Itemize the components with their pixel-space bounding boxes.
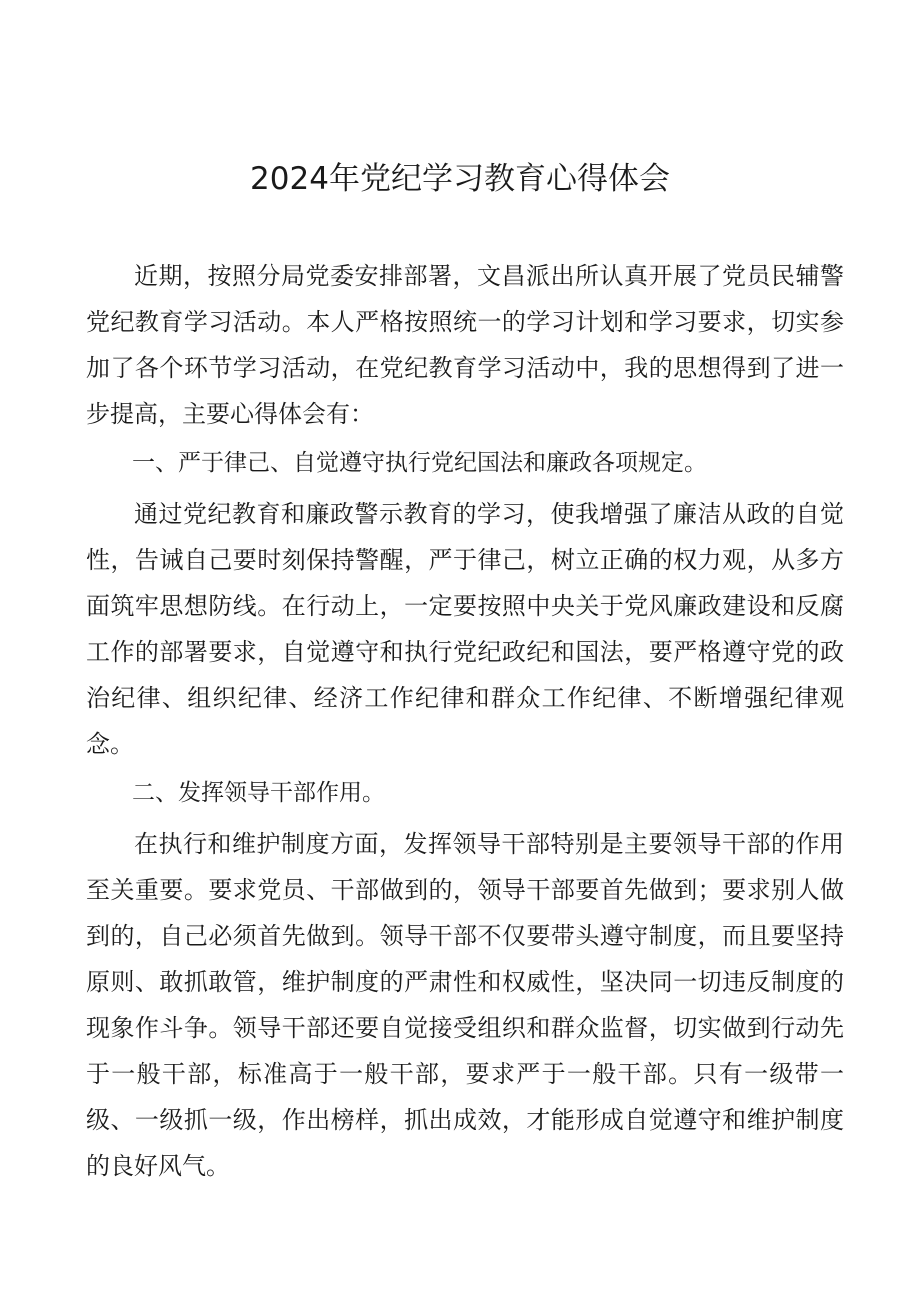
section-paragraph-2: 在执行和维护制度方面，发挥领导干部特别是主要领导干部的作用至关重要。要求党员、干部做到的，领导干部要首先做到；要求别人做到的，自己必须首先做到。领导干部不仅要带头遵守制度，而且要坚持原则、敢抓敢管，维护制度的严肃性和权威性，坚决同一切违反制度的现象作斗争。领导干部还要自觉接受组织和群众监督，切实做到行动先于一般干部，标准高于一般干部，要求严于一般干部。只有一级带一级、一级抓一级，作出榜样，抓出成效，才能形成自觉遵守和维护制度的良好风气。 — [86, 830, 844, 1180]
section-heading-2: 二、发挥领导干部作用。 — [132, 780, 385, 806]
document-body — [86, 253, 844, 1189]
intro-paragraph: 近期，按照分局党委安排部署，文昌派出所认真开展了党员民辅警党纪教育学习活动。本人严格按照统一的学习计划和学习要求，切实参加了各个环节学习活动，在党纪教育学习活动中，我的思想得到了进一步提高，主要心得体会有： — [86, 262, 844, 428]
document-title: 2024年党纪学习教育心得体会 — [250, 161, 670, 197]
section-paragraph-1: 通过党纪教育和廉政警示教育的学习，使我增强了廉洁从政的自觉性，告诫自己要时刻保持警醒，严于律己，树立正确的权力观，从多方面筑牢思想防线。在行动上，一定要按照中央关于党风廉政建设和反腐工作的部署要求，自觉遵守和执行党纪政纪和国法，要严格遵守党的政治纪律、组织纪律、经济工作纪律和群众工作纪律、不断增强纪律观念。 — [86, 500, 844, 758]
section-heading-1: 一、严于律己、自觉遵守执行党纪国法和廉政各项规定。 — [132, 450, 707, 476]
